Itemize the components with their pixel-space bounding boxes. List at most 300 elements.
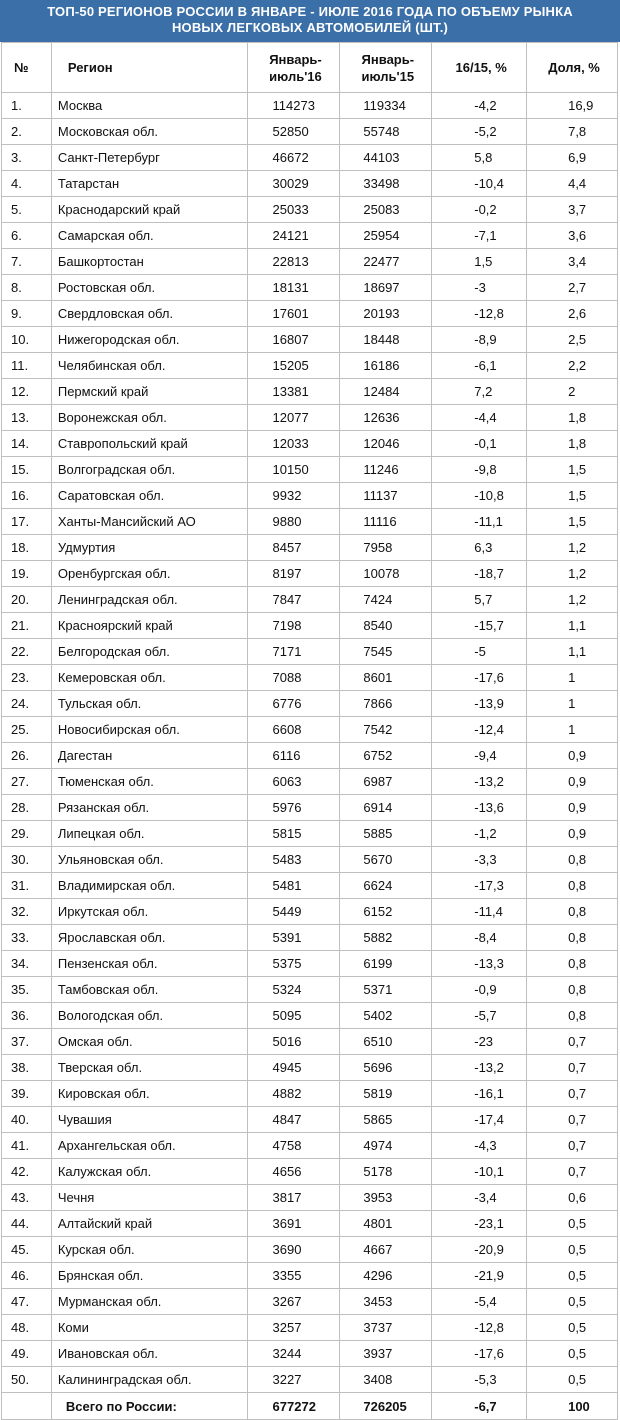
row-region: Красноярский край <box>51 613 247 639</box>
row-jan-jul-2016: 3355 <box>247 1263 340 1289</box>
table-row <box>2 639 618 665</box>
table-row <box>2 795 618 821</box>
row-jan-jul-2016: 6116 <box>247 743 340 769</box>
row-jan-jul-2015: 5885 <box>340 821 432 847</box>
row-jan-jul-2015: 12636 <box>340 405 432 431</box>
table-row <box>2 1341 618 1367</box>
row-jan-jul-2016: 8197 <box>247 561 340 587</box>
row-jan-jul-2016: 6608 <box>247 717 340 743</box>
table-row <box>2 951 618 977</box>
table-row <box>2 587 618 613</box>
row-change: 5,7 <box>432 587 527 613</box>
row-region: Нижегородская обл. <box>51 327 247 353</box>
row-share: 2 <box>527 379 618 405</box>
row-region: Тюменская обл. <box>51 769 247 795</box>
row-region: Калужская обл. <box>51 1159 247 1185</box>
row-change: -10,4 <box>432 171 527 197</box>
row-jan-jul-2015: 6152 <box>340 899 432 925</box>
row-num: 39. <box>2 1081 52 1107</box>
row-jan-jul-2015: 8601 <box>340 665 432 691</box>
row-share: 1,1 <box>527 613 618 639</box>
row-num: 24. <box>2 691 52 717</box>
row-region: Дагестан <box>51 743 247 769</box>
row-jan-jul-2015: 11246 <box>340 457 432 483</box>
table-row <box>2 769 618 795</box>
row-num: 34. <box>2 951 52 977</box>
header-num: № <box>2 43 52 93</box>
title-line-2: НОВЫХ ЛЕГКОВЫХ АВТОМОБИЛЕЙ (ШТ.) <box>171 20 449 35</box>
row-jan-jul-2016: 8457 <box>247 535 340 561</box>
row-region: Тульская обл. <box>51 691 247 717</box>
row-change: 5,8 <box>432 145 527 171</box>
row-jan-jul-2015: 6199 <box>340 951 432 977</box>
row-jan-jul-2016: 7198 <box>247 613 340 639</box>
row-change: -1,2 <box>432 821 527 847</box>
row-change: -17,4 <box>432 1107 527 1133</box>
row-region: Иркутская обл. <box>51 899 247 925</box>
row-region: Мурманская обл. <box>51 1289 247 1315</box>
row-jan-jul-2015: 18697 <box>340 275 432 301</box>
row-share: 1,8 <box>527 405 618 431</box>
header-jan-jul-2015 <box>340 43 432 93</box>
table-row <box>2 847 618 873</box>
row-jan-jul-2016: 6063 <box>247 769 340 795</box>
table-row <box>2 509 618 535</box>
row-jan-jul-2015: 22477 <box>340 249 432 275</box>
header-v16-line1: Январь- <box>269 51 322 67</box>
row-share: 1,5 <box>527 483 618 509</box>
row-share: 0,8 <box>527 1003 618 1029</box>
row-share: 1,2 <box>527 587 618 613</box>
row-jan-jul-2016: 4945 <box>247 1055 340 1081</box>
row-jan-jul-2016: 5976 <box>247 795 340 821</box>
row-jan-jul-2015: 5178 <box>340 1159 432 1185</box>
row-jan-jul-2015: 8540 <box>340 613 432 639</box>
row-num: 4. <box>2 171 52 197</box>
row-jan-jul-2016: 4847 <box>247 1107 340 1133</box>
row-jan-jul-2015: 6624 <box>340 873 432 899</box>
row-num: 23. <box>2 665 52 691</box>
row-jan-jul-2016: 16807 <box>247 327 340 353</box>
row-region: Брянская обл. <box>51 1263 247 1289</box>
row-change: 1,5 <box>432 249 527 275</box>
row-jan-jul-2016: 7847 <box>247 587 340 613</box>
row-jan-jul-2015: 3737 <box>340 1315 432 1341</box>
row-region: Ярославская обл. <box>51 925 247 951</box>
row-share: 2,7 <box>527 275 618 301</box>
row-change: -15,7 <box>432 613 527 639</box>
row-jan-jul-2016: 3817 <box>247 1185 340 1211</box>
row-jan-jul-2015: 10078 <box>340 561 432 587</box>
table-row <box>2 171 618 197</box>
row-jan-jul-2016: 3690 <box>247 1237 340 1263</box>
row-region: Московская обл. <box>51 119 247 145</box>
row-change: -12,8 <box>432 1315 527 1341</box>
row-num: 47. <box>2 1289 52 1315</box>
row-share: 0,6 <box>527 1185 618 1211</box>
row-change: -7,1 <box>432 223 527 249</box>
row-num: 19. <box>2 561 52 587</box>
row-share: 0,8 <box>527 951 618 977</box>
row-jan-jul-2015: 6752 <box>340 743 432 769</box>
row-jan-jul-2015: 6510 <box>340 1029 432 1055</box>
row-jan-jul-2016: 13381 <box>247 379 340 405</box>
row-num: 46. <box>2 1263 52 1289</box>
row-jan-jul-2016: 3691 <box>247 1211 340 1237</box>
row-change: -5,4 <box>432 1289 527 1315</box>
row-change: -0,1 <box>432 431 527 457</box>
row-num: 22. <box>2 639 52 665</box>
row-jan-jul-2016: 25033 <box>247 197 340 223</box>
row-region: Липецкая обл. <box>51 821 247 847</box>
row-num: 1. <box>2 93 52 119</box>
row-change: -0,9 <box>432 977 527 1003</box>
row-share: 4,4 <box>527 171 618 197</box>
row-change: -17,3 <box>432 873 527 899</box>
row-jan-jul-2016: 3227 <box>247 1367 340 1393</box>
row-jan-jul-2015: 7542 <box>340 717 432 743</box>
header-v15-line2: июль'15 <box>361 68 415 84</box>
row-region: Архангельская обл. <box>51 1133 247 1159</box>
row-jan-jul-2015: 25954 <box>340 223 432 249</box>
row-jan-jul-2015: 11137 <box>340 483 432 509</box>
table-row <box>2 249 618 275</box>
row-jan-jul-2016: 4656 <box>247 1159 340 1185</box>
row-change: -11,1 <box>432 509 527 535</box>
row-num: 18. <box>2 535 52 561</box>
row-num: 15. <box>2 457 52 483</box>
row-region: Вологодская обл. <box>51 1003 247 1029</box>
row-jan-jul-2016: 114273 <box>247 93 340 119</box>
row-share: 2,6 <box>527 301 618 327</box>
row-share: 3,4 <box>527 249 618 275</box>
row-jan-jul-2015: 5696 <box>340 1055 432 1081</box>
table-row <box>2 717 618 743</box>
total-v16: 677272 <box>247 1393 340 1420</box>
row-num: 7. <box>2 249 52 275</box>
row-region: Оренбургская обл. <box>51 561 247 587</box>
table-row <box>2 93 618 119</box>
row-jan-jul-2016: 5391 <box>247 925 340 951</box>
row-jan-jul-2015: 5371 <box>340 977 432 1003</box>
row-num: 45. <box>2 1237 52 1263</box>
row-region: Ленинградская обл. <box>51 587 247 613</box>
row-region: Татарстан <box>51 171 247 197</box>
row-share: 0,5 <box>527 1315 618 1341</box>
header-share: Доля, % <box>527 43 618 93</box>
row-region: Коми <box>51 1315 247 1341</box>
row-share: 0,5 <box>527 1341 618 1367</box>
row-share: 0,8 <box>527 977 618 1003</box>
row-share: 3,7 <box>527 197 618 223</box>
row-region: Санкт-Петербург <box>51 145 247 171</box>
row-num: 29. <box>2 821 52 847</box>
row-jan-jul-2016: 5324 <box>247 977 340 1003</box>
row-jan-jul-2015: 4667 <box>340 1237 432 1263</box>
row-jan-jul-2015: 7424 <box>340 587 432 613</box>
total-label: Всего по России: <box>51 1393 247 1420</box>
row-jan-jul-2015: 7545 <box>340 639 432 665</box>
row-jan-jul-2015: 12484 <box>340 379 432 405</box>
row-jan-jul-2016: 5449 <box>247 899 340 925</box>
row-share: 0,7 <box>527 1133 618 1159</box>
row-num: 31. <box>2 873 52 899</box>
row-jan-jul-2016: 5481 <box>247 873 340 899</box>
table-row <box>2 1289 618 1315</box>
row-region: Белгородская обл. <box>51 639 247 665</box>
row-change: -11,4 <box>432 899 527 925</box>
row-jan-jul-2016: 3244 <box>247 1341 340 1367</box>
total-num-cell <box>2 1393 52 1420</box>
row-num: 8. <box>2 275 52 301</box>
table-row <box>2 405 618 431</box>
regions-table <box>1 42 618 1420</box>
table-row <box>2 1029 618 1055</box>
row-region: Ивановская обл. <box>51 1341 247 1367</box>
row-change: -16,1 <box>432 1081 527 1107</box>
row-change: -18,7 <box>432 561 527 587</box>
row-share: 1 <box>527 717 618 743</box>
row-share: 0,9 <box>527 795 618 821</box>
row-jan-jul-2015: 4974 <box>340 1133 432 1159</box>
row-jan-jul-2016: 5375 <box>247 951 340 977</box>
row-share: 0,5 <box>527 1263 618 1289</box>
row-jan-jul-2015: 4801 <box>340 1211 432 1237</box>
row-region: Кемеровская обл. <box>51 665 247 691</box>
row-region: Башкортостан <box>51 249 247 275</box>
row-num: 37. <box>2 1029 52 1055</box>
row-change: -17,6 <box>432 1341 527 1367</box>
header-jan-jul-2016 <box>247 43 340 93</box>
row-jan-jul-2015: 6914 <box>340 795 432 821</box>
row-region: Ставропольский край <box>51 431 247 457</box>
row-jan-jul-2015: 16186 <box>340 353 432 379</box>
row-share: 1,5 <box>527 457 618 483</box>
row-region: Тверская обл. <box>51 1055 247 1081</box>
row-jan-jul-2015: 25083 <box>340 197 432 223</box>
row-num: 14. <box>2 431 52 457</box>
table-title <box>0 0 620 42</box>
table-row <box>2 665 618 691</box>
row-jan-jul-2015: 18448 <box>340 327 432 353</box>
table-row <box>2 613 618 639</box>
table-row <box>2 535 618 561</box>
row-num: 41. <box>2 1133 52 1159</box>
row-change: -6,1 <box>432 353 527 379</box>
row-share: 0,5 <box>527 1211 618 1237</box>
row-jan-jul-2016: 9932 <box>247 483 340 509</box>
row-jan-jul-2016: 46672 <box>247 145 340 171</box>
table-row <box>2 197 618 223</box>
table-row <box>2 925 618 951</box>
row-region: Самарская обл. <box>51 223 247 249</box>
table-row <box>2 1133 618 1159</box>
table-row <box>2 119 618 145</box>
row-region: Челябинская обл. <box>51 353 247 379</box>
table-row <box>2 1003 618 1029</box>
table-row <box>2 327 618 353</box>
row-jan-jul-2015: 33498 <box>340 171 432 197</box>
row-num: 33. <box>2 925 52 951</box>
row-jan-jul-2016: 7088 <box>247 665 340 691</box>
header-v16-line2: июль'16 <box>269 68 322 84</box>
row-change: -21,9 <box>432 1263 527 1289</box>
row-num: 6. <box>2 223 52 249</box>
row-jan-jul-2015: 3937 <box>340 1341 432 1367</box>
row-num: 48. <box>2 1315 52 1341</box>
row-num: 5. <box>2 197 52 223</box>
row-jan-jul-2015: 3953 <box>340 1185 432 1211</box>
row-region: Ростовская обл. <box>51 275 247 301</box>
row-change: -4,3 <box>432 1133 527 1159</box>
table-row <box>2 1237 618 1263</box>
row-num: 50. <box>2 1367 52 1393</box>
row-share: 0,7 <box>527 1029 618 1055</box>
row-jan-jul-2015: 7866 <box>340 691 432 717</box>
table-row <box>2 1263 618 1289</box>
row-change: -13,3 <box>432 951 527 977</box>
row-share: 1,5 <box>527 509 618 535</box>
row-share: 7,8 <box>527 119 618 145</box>
row-num: 9. <box>2 301 52 327</box>
table-row <box>2 379 618 405</box>
row-jan-jul-2015: 5865 <box>340 1107 432 1133</box>
row-num: 20. <box>2 587 52 613</box>
row-change: -4,4 <box>432 405 527 431</box>
table-row <box>2 1055 618 1081</box>
row-change: -23,1 <box>432 1211 527 1237</box>
row-region: Владимирская обл. <box>51 873 247 899</box>
row-jan-jul-2015: 5819 <box>340 1081 432 1107</box>
header-v15-line1: Январь- <box>361 51 415 67</box>
row-region: Курская обл. <box>51 1237 247 1263</box>
table-row <box>2 275 618 301</box>
row-jan-jul-2016: 5095 <box>247 1003 340 1029</box>
row-jan-jul-2016: 24121 <box>247 223 340 249</box>
row-region: Ульяновская обл. <box>51 847 247 873</box>
table-row <box>2 483 618 509</box>
row-region: Пензенская обл. <box>51 951 247 977</box>
row-share: 0,7 <box>527 1159 618 1185</box>
row-change: -23 <box>432 1029 527 1055</box>
row-jan-jul-2016: 22813 <box>247 249 340 275</box>
row-num: 10. <box>2 327 52 353</box>
row-share: 2,2 <box>527 353 618 379</box>
row-change: -3,4 <box>432 1185 527 1211</box>
row-jan-jul-2015: 5670 <box>340 847 432 873</box>
row-jan-jul-2015: 55748 <box>340 119 432 145</box>
row-change: -5 <box>432 639 527 665</box>
row-share: 0,8 <box>527 925 618 951</box>
row-share: 2,5 <box>527 327 618 353</box>
row-share: 0,9 <box>527 821 618 847</box>
row-change: -9,8 <box>432 457 527 483</box>
row-num: 32. <box>2 899 52 925</box>
row-jan-jul-2016: 3267 <box>247 1289 340 1315</box>
row-region: Тамбовская обл. <box>51 977 247 1003</box>
row-region: Алтайский край <box>51 1211 247 1237</box>
table-row <box>2 691 618 717</box>
row-region: Саратовская обл. <box>51 483 247 509</box>
table-row <box>2 977 618 1003</box>
table-row <box>2 1159 618 1185</box>
row-num: 16. <box>2 483 52 509</box>
row-jan-jul-2016: 7171 <box>247 639 340 665</box>
row-jan-jul-2015: 119334 <box>340 93 432 119</box>
row-share: 1,8 <box>527 431 618 457</box>
row-share: 1 <box>527 691 618 717</box>
row-jan-jul-2015: 6987 <box>340 769 432 795</box>
row-region: Воронежская обл. <box>51 405 247 431</box>
row-share: 0,9 <box>527 769 618 795</box>
row-jan-jul-2015: 5402 <box>340 1003 432 1029</box>
row-share: 6,9 <box>527 145 618 171</box>
row-num: 42. <box>2 1159 52 1185</box>
table-row <box>2 1315 618 1341</box>
row-num: 49. <box>2 1341 52 1367</box>
row-change: -17,6 <box>432 665 527 691</box>
header-change: 16/15, % <box>432 43 527 93</box>
row-change: -13,6 <box>432 795 527 821</box>
row-jan-jul-2016: 5016 <box>247 1029 340 1055</box>
row-jan-jul-2016: 52850 <box>247 119 340 145</box>
table-row <box>2 145 618 171</box>
row-region: Новосибирская обл. <box>51 717 247 743</box>
row-jan-jul-2015: 3408 <box>340 1367 432 1393</box>
row-jan-jul-2016: 3257 <box>247 1315 340 1341</box>
table-row <box>2 743 618 769</box>
row-jan-jul-2015: 11116 <box>340 509 432 535</box>
row-jan-jul-2016: 12033 <box>247 431 340 457</box>
row-num: 21. <box>2 613 52 639</box>
table-row <box>2 899 618 925</box>
row-region: Чечня <box>51 1185 247 1211</box>
row-share: 0,8 <box>527 899 618 925</box>
row-jan-jul-2016: 17601 <box>247 301 340 327</box>
row-num: 3. <box>2 145 52 171</box>
row-num: 26. <box>2 743 52 769</box>
row-jan-jul-2016: 12077 <box>247 405 340 431</box>
row-share: 1,2 <box>527 535 618 561</box>
row-jan-jul-2015: 7958 <box>340 535 432 561</box>
row-jan-jul-2015: 12046 <box>340 431 432 457</box>
row-change: -8,4 <box>432 925 527 951</box>
row-change: -5,2 <box>432 119 527 145</box>
row-jan-jul-2015: 44103 <box>340 145 432 171</box>
row-share: 0,8 <box>527 847 618 873</box>
row-share: 16,9 <box>527 93 618 119</box>
table-row <box>2 1367 618 1393</box>
row-num: 36. <box>2 1003 52 1029</box>
row-num: 38. <box>2 1055 52 1081</box>
row-change: -12,4 <box>432 717 527 743</box>
row-jan-jul-2016: 30029 <box>247 171 340 197</box>
row-change: -8,9 <box>432 327 527 353</box>
row-change: -3 <box>432 275 527 301</box>
row-change: -3,3 <box>432 847 527 873</box>
table-body <box>2 93 618 1393</box>
row-num: 17. <box>2 509 52 535</box>
header-row <box>2 43 618 93</box>
row-jan-jul-2016: 9880 <box>247 509 340 535</box>
title-line-1: ТОП-50 РЕГИОНОВ РОССИИ В ЯНВАРЕ - ИЮЛЕ 2016 ГОДА ПО ОБЪЕМУ РЫНКА <box>47 4 573 19</box>
row-region: Москва <box>51 93 247 119</box>
row-num: 2. <box>2 119 52 145</box>
row-num: 27. <box>2 769 52 795</box>
row-region: Кировская обл. <box>51 1081 247 1107</box>
row-change: -13,2 <box>432 769 527 795</box>
row-share: 0,7 <box>527 1055 618 1081</box>
